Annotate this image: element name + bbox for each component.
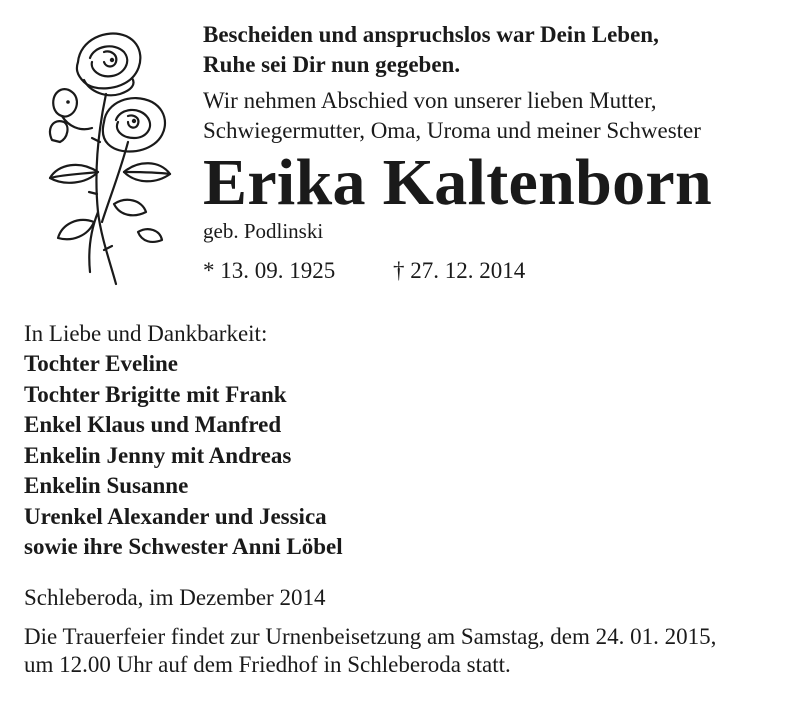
- mourner-name: Tochter Brigitte mit Frank: [24, 381, 287, 407]
- life-dates: [203, 256, 793, 286]
- death-date: † 27. 12. 2014: [393, 258, 526, 283]
- farewell-intro: [203, 86, 793, 146]
- place-date: Schleberoda, im Dezember 2014: [24, 585, 326, 610]
- service-line: um 12.00 Uhr auf dem Friedhof in Schleberoda statt.: [24, 652, 511, 677]
- footer-block: [24, 583, 794, 679]
- mourner-name: Enkelin Susanne: [24, 473, 189, 498]
- mourners-lead: In Liebe und Dankbarkeit:: [24, 321, 268, 346]
- verse-line: Ruhe sei Dir nun gegeben.: [203, 52, 461, 77]
- mourner-name: Enkel Klaus und Manfred: [24, 412, 282, 437]
- mourner-name: Urenkel Alexander und Jessica: [24, 503, 327, 529]
- birth-date: * 13. 09. 1925: [203, 258, 336, 283]
- funeral-service-info: [24, 623, 794, 679]
- rose-icon: [28, 22, 178, 292]
- mourner-name: Enkelin Jenny mit Andreas: [24, 442, 292, 468]
- mourner-names: [24, 349, 584, 563]
- intro-line: Wir nehmen Abschied von unserer lieben Mutter,: [203, 88, 657, 113]
- memorial-verse: [203, 20, 793, 80]
- mourner-name: sowie ihre Schwester Anni Löbel: [24, 534, 343, 559]
- intro-line: Schwiegermutter, Oma, Uroma und meiner Schwester: [203, 118, 701, 143]
- verse-line: Bescheiden und anspruchslos war Dein Leben,: [203, 22, 659, 47]
- service-line: Die Trauerfeier findet zur Urnenbeisetzung am Samstag, dem 24. 01. 2015,: [24, 624, 717, 649]
- mourner-name: Tochter Eveline: [24, 351, 178, 376]
- mourners-list: [24, 319, 584, 563]
- birth-name: geb. Podlinski: [203, 219, 324, 243]
- deceased-name: Erika Kaltenborn: [203, 146, 713, 219]
- header-block: [203, 20, 793, 286]
